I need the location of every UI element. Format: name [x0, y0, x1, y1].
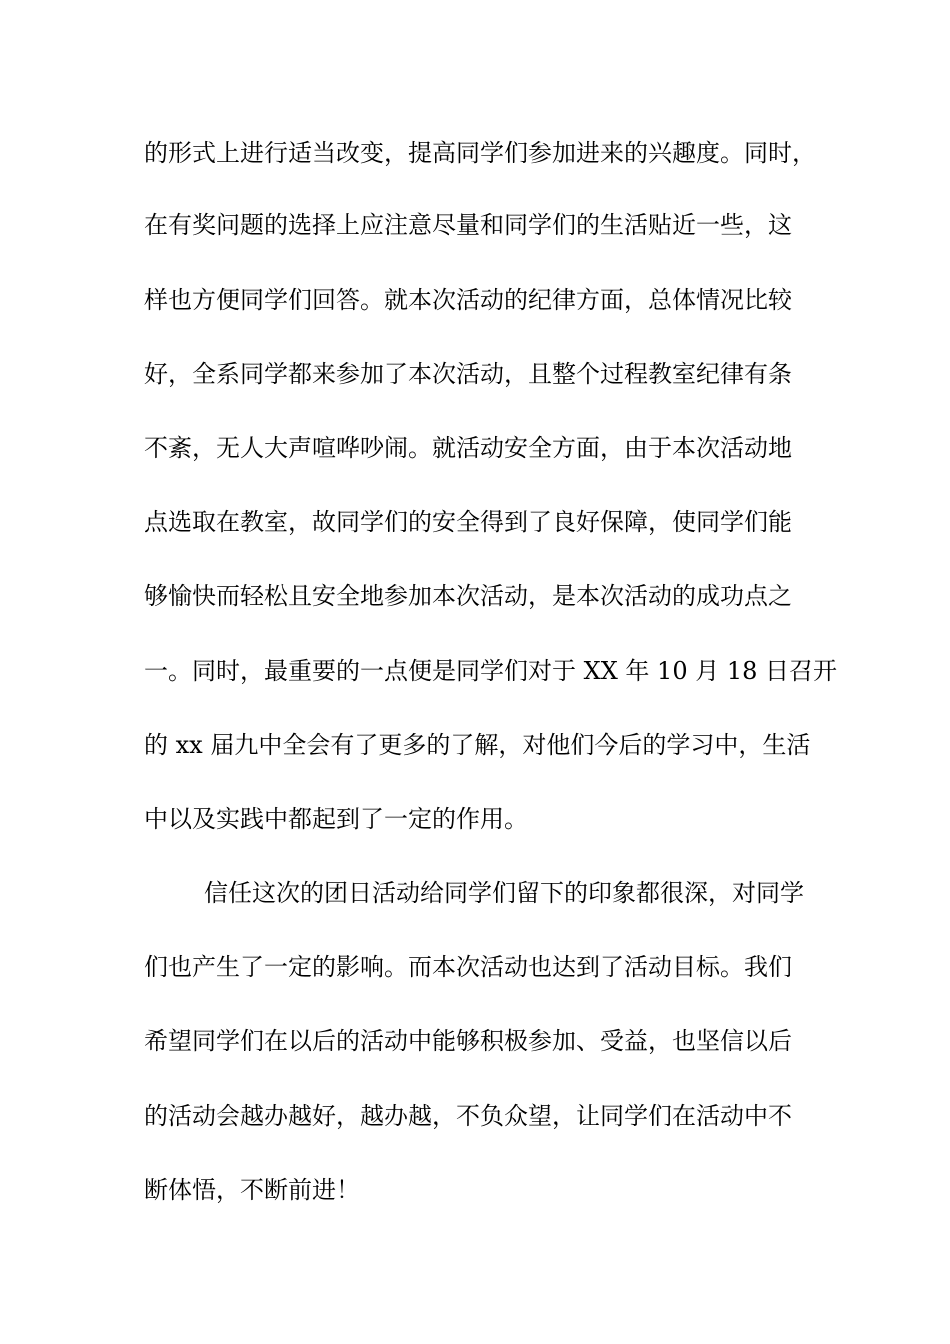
paragraph-line: 中以及实践中都起到了一定的作用。	[144, 805, 528, 833]
paragraph-line: 好，全系同学都来参加了本次活动，且整个过程教室纪律有条	[144, 360, 792, 388]
paragraph-line: 的 xx 届九中全会有了更多的了解，对他们今后的学习中，生活	[144, 731, 811, 759]
paragraph-line: 点选取在教室，故同学们的安全得到了良好保障，使同学们能	[144, 508, 792, 536]
paragraph-line: 的活动会越办越好，越办越，不负众望，让同学们在活动中不	[144, 1102, 792, 1130]
paragraph-line: 断体悟，不断前进！	[144, 1176, 360, 1204]
paragraph-line: 在有奖问题的选择上应注意尽量和同学们的生活贴近一些，这	[144, 211, 792, 239]
paragraph-line: 的形式上进行适当改变，提高同学们参加进来的兴趣度。同时，	[144, 139, 816, 167]
paragraph-line: 希望同学们在以后的活动中能够积极参加、受益，也坚信以后	[144, 1027, 792, 1055]
paragraph-line: 够愉快而轻松且安全地参加本次活动，是本次活动的成功点之	[144, 582, 792, 610]
paragraph-line: 样也方便同学们回答。就本次活动的纪律方面，总体情况比较	[144, 286, 792, 314]
paragraph-line: 一。同时，最重要的一点便是同学们对于 XX 年 10 月 18 日召开	[144, 657, 838, 685]
paragraph-line: 们也产生了一定的影响。而本次活动也达到了活动目标。我们	[144, 953, 792, 981]
paragraph-line: 信任这次的团日活动给同学们留下的印象都很深，对同学	[204, 879, 804, 907]
paragraph-line: 不紊，无人大声喧哗吵闹。就活动安全方面，由于本次活动地	[144, 434, 792, 462]
